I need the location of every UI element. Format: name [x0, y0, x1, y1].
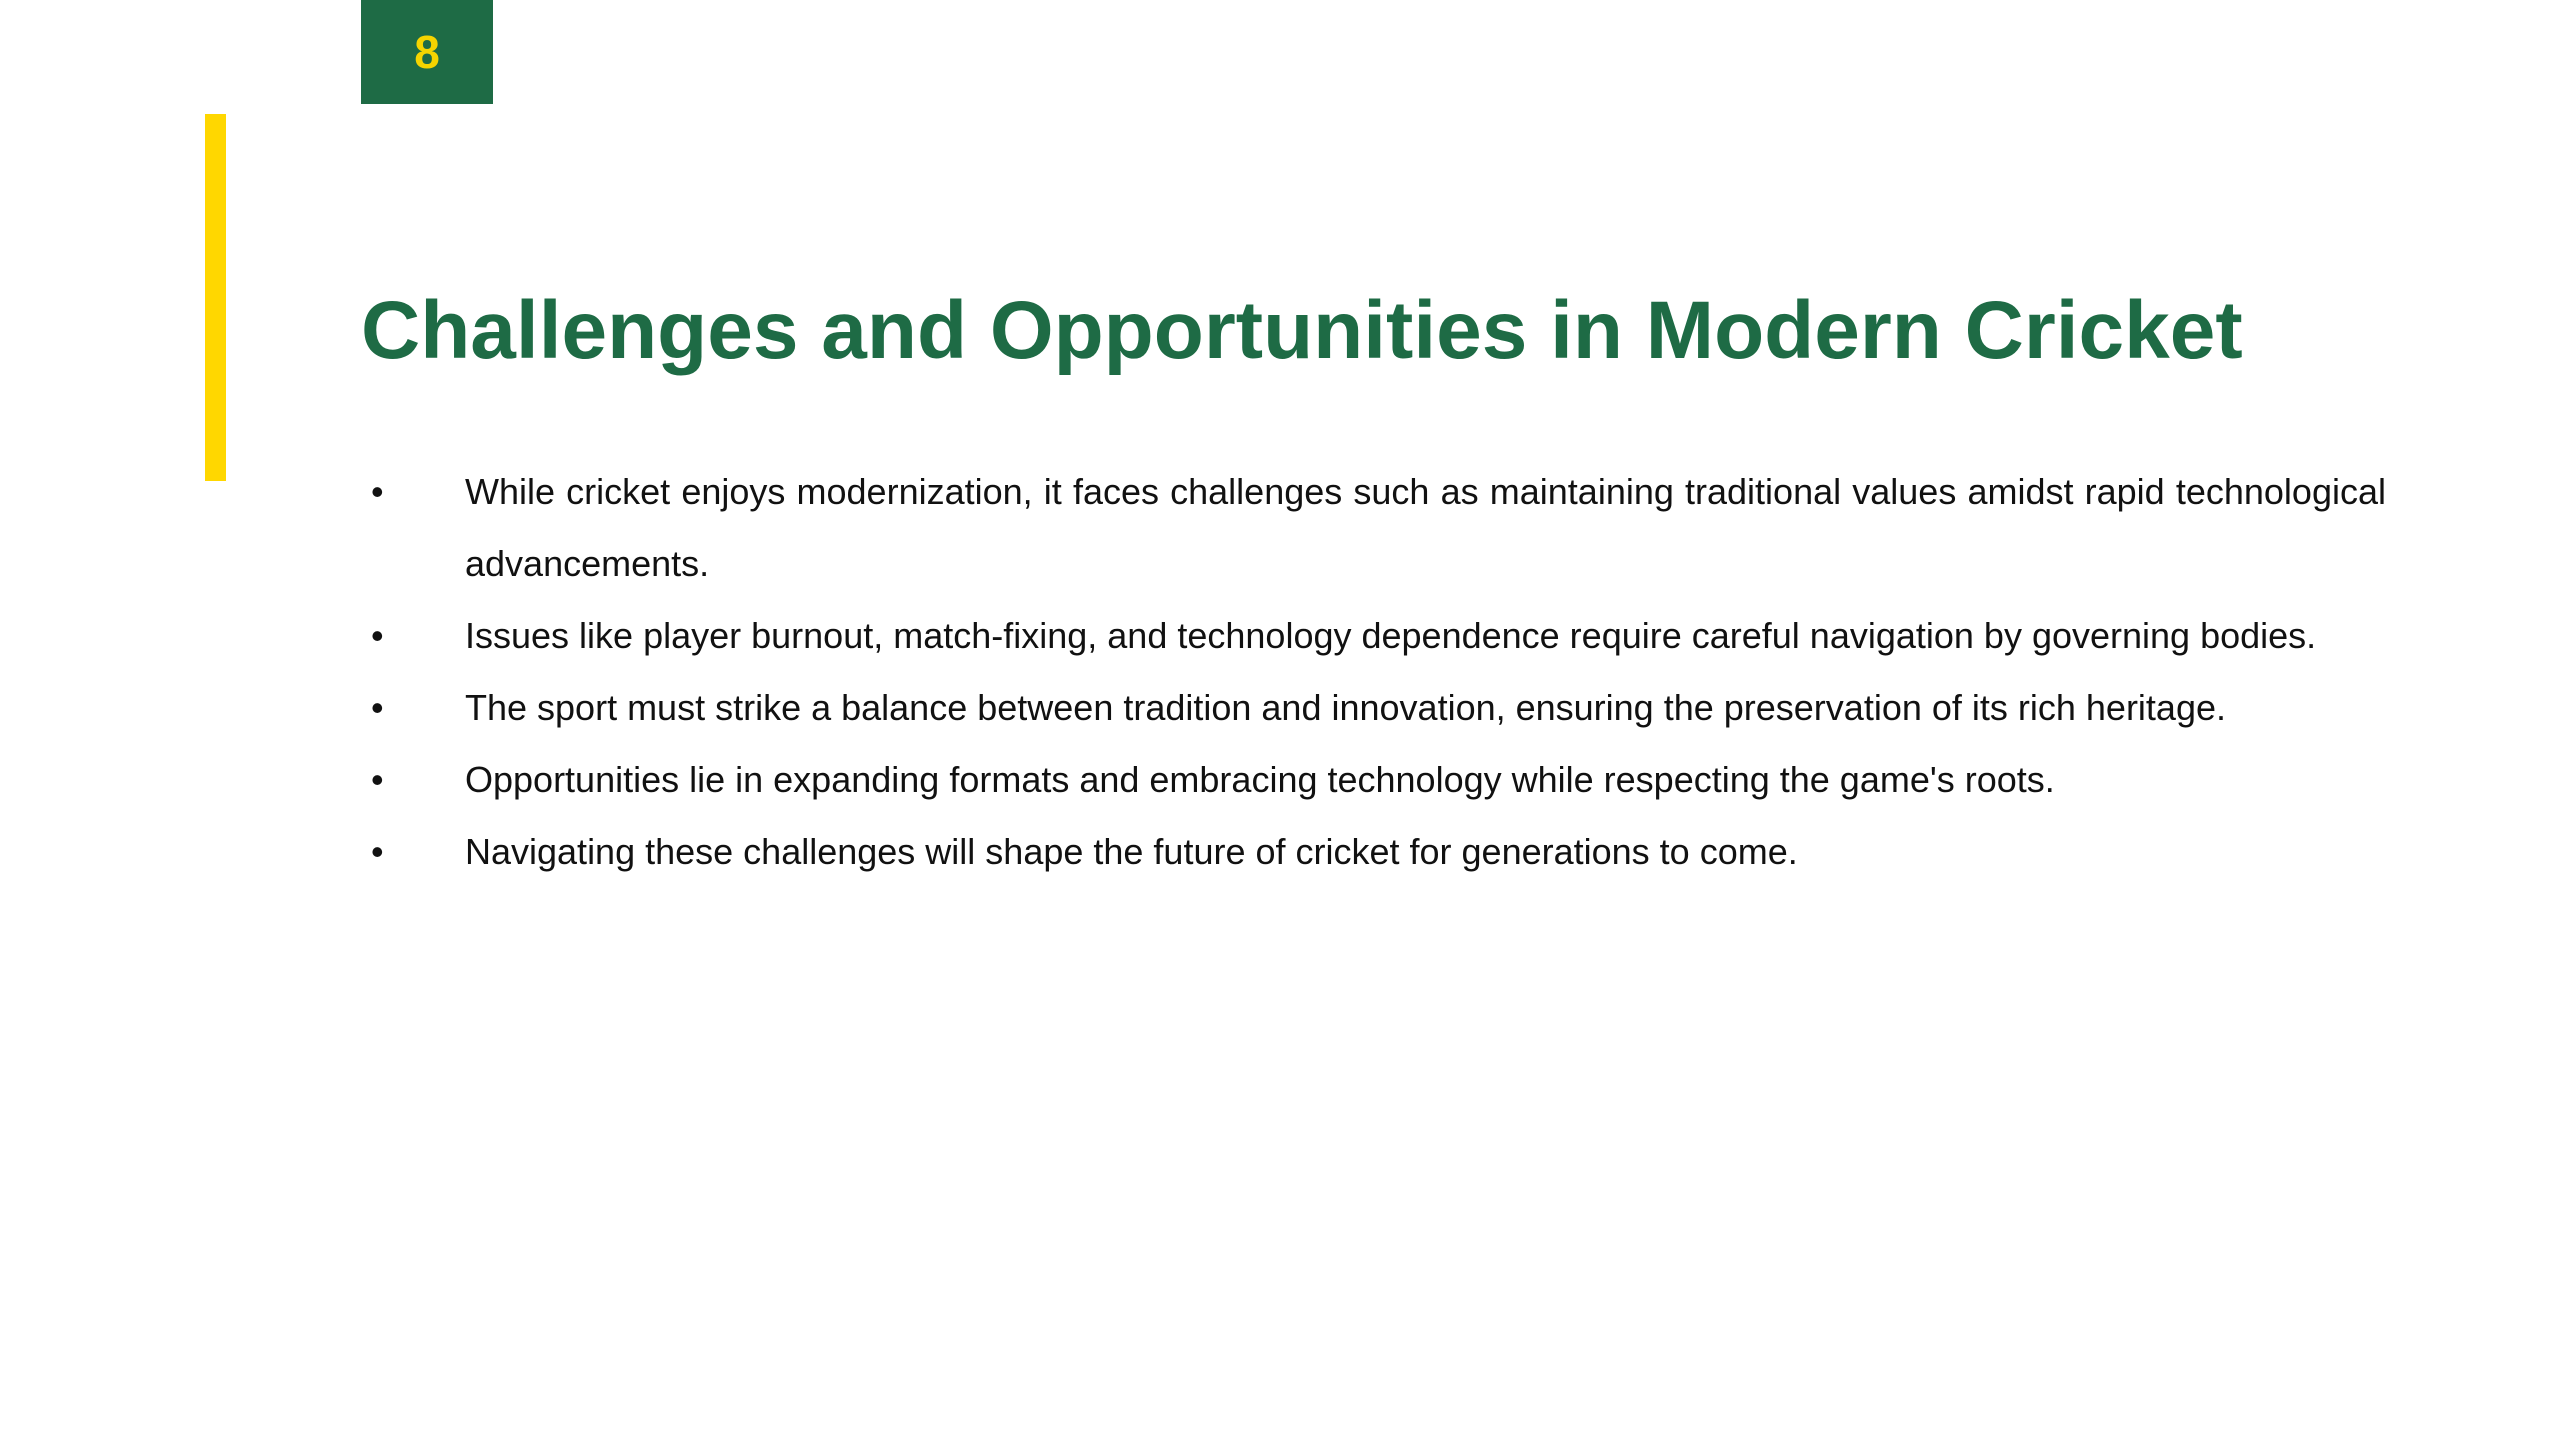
page-number-badge — [361, 0, 493, 104]
bullet-icon: • — [371, 471, 384, 512]
bullet-icon: • — [371, 687, 384, 728]
bullet-icon: • — [371, 759, 384, 800]
bullet-text: Opportunities lie in expanding formats and embracing technology while respecting the game's roots. — [465, 759, 2055, 800]
bullet-icon: • — [371, 831, 384, 872]
bullet-list — [361, 456, 2386, 888]
bullet-text: The sport must strike a balance between tradition and innovation, ensuring the preservation of its rich heritage. — [465, 687, 2226, 728]
bullet-item — [361, 600, 2386, 672]
slide-title: Challenges and Opportunities in Modern Cricket — [361, 285, 2243, 376]
bullet-item — [361, 744, 2386, 816]
accent-bar — [205, 114, 226, 481]
page-number: 8 — [414, 26, 440, 78]
bullet-icon: • — [371, 615, 384, 656]
bullet-text: While cricket enjoys modernization, it faces challenges such as maintaining traditional values amidst rapid technological advancements. — [465, 471, 2386, 584]
bullet-item — [361, 456, 2386, 600]
bullet-item — [361, 672, 2386, 744]
bullet-text: Issues like player burnout, match-fixing, and technology dependence require careful navigation by governing bodies. — [465, 615, 2317, 656]
bullet-item — [361, 816, 2386, 888]
bullet-text: Navigating these challenges will shape the future of cricket for generations to come. — [465, 831, 1798, 872]
